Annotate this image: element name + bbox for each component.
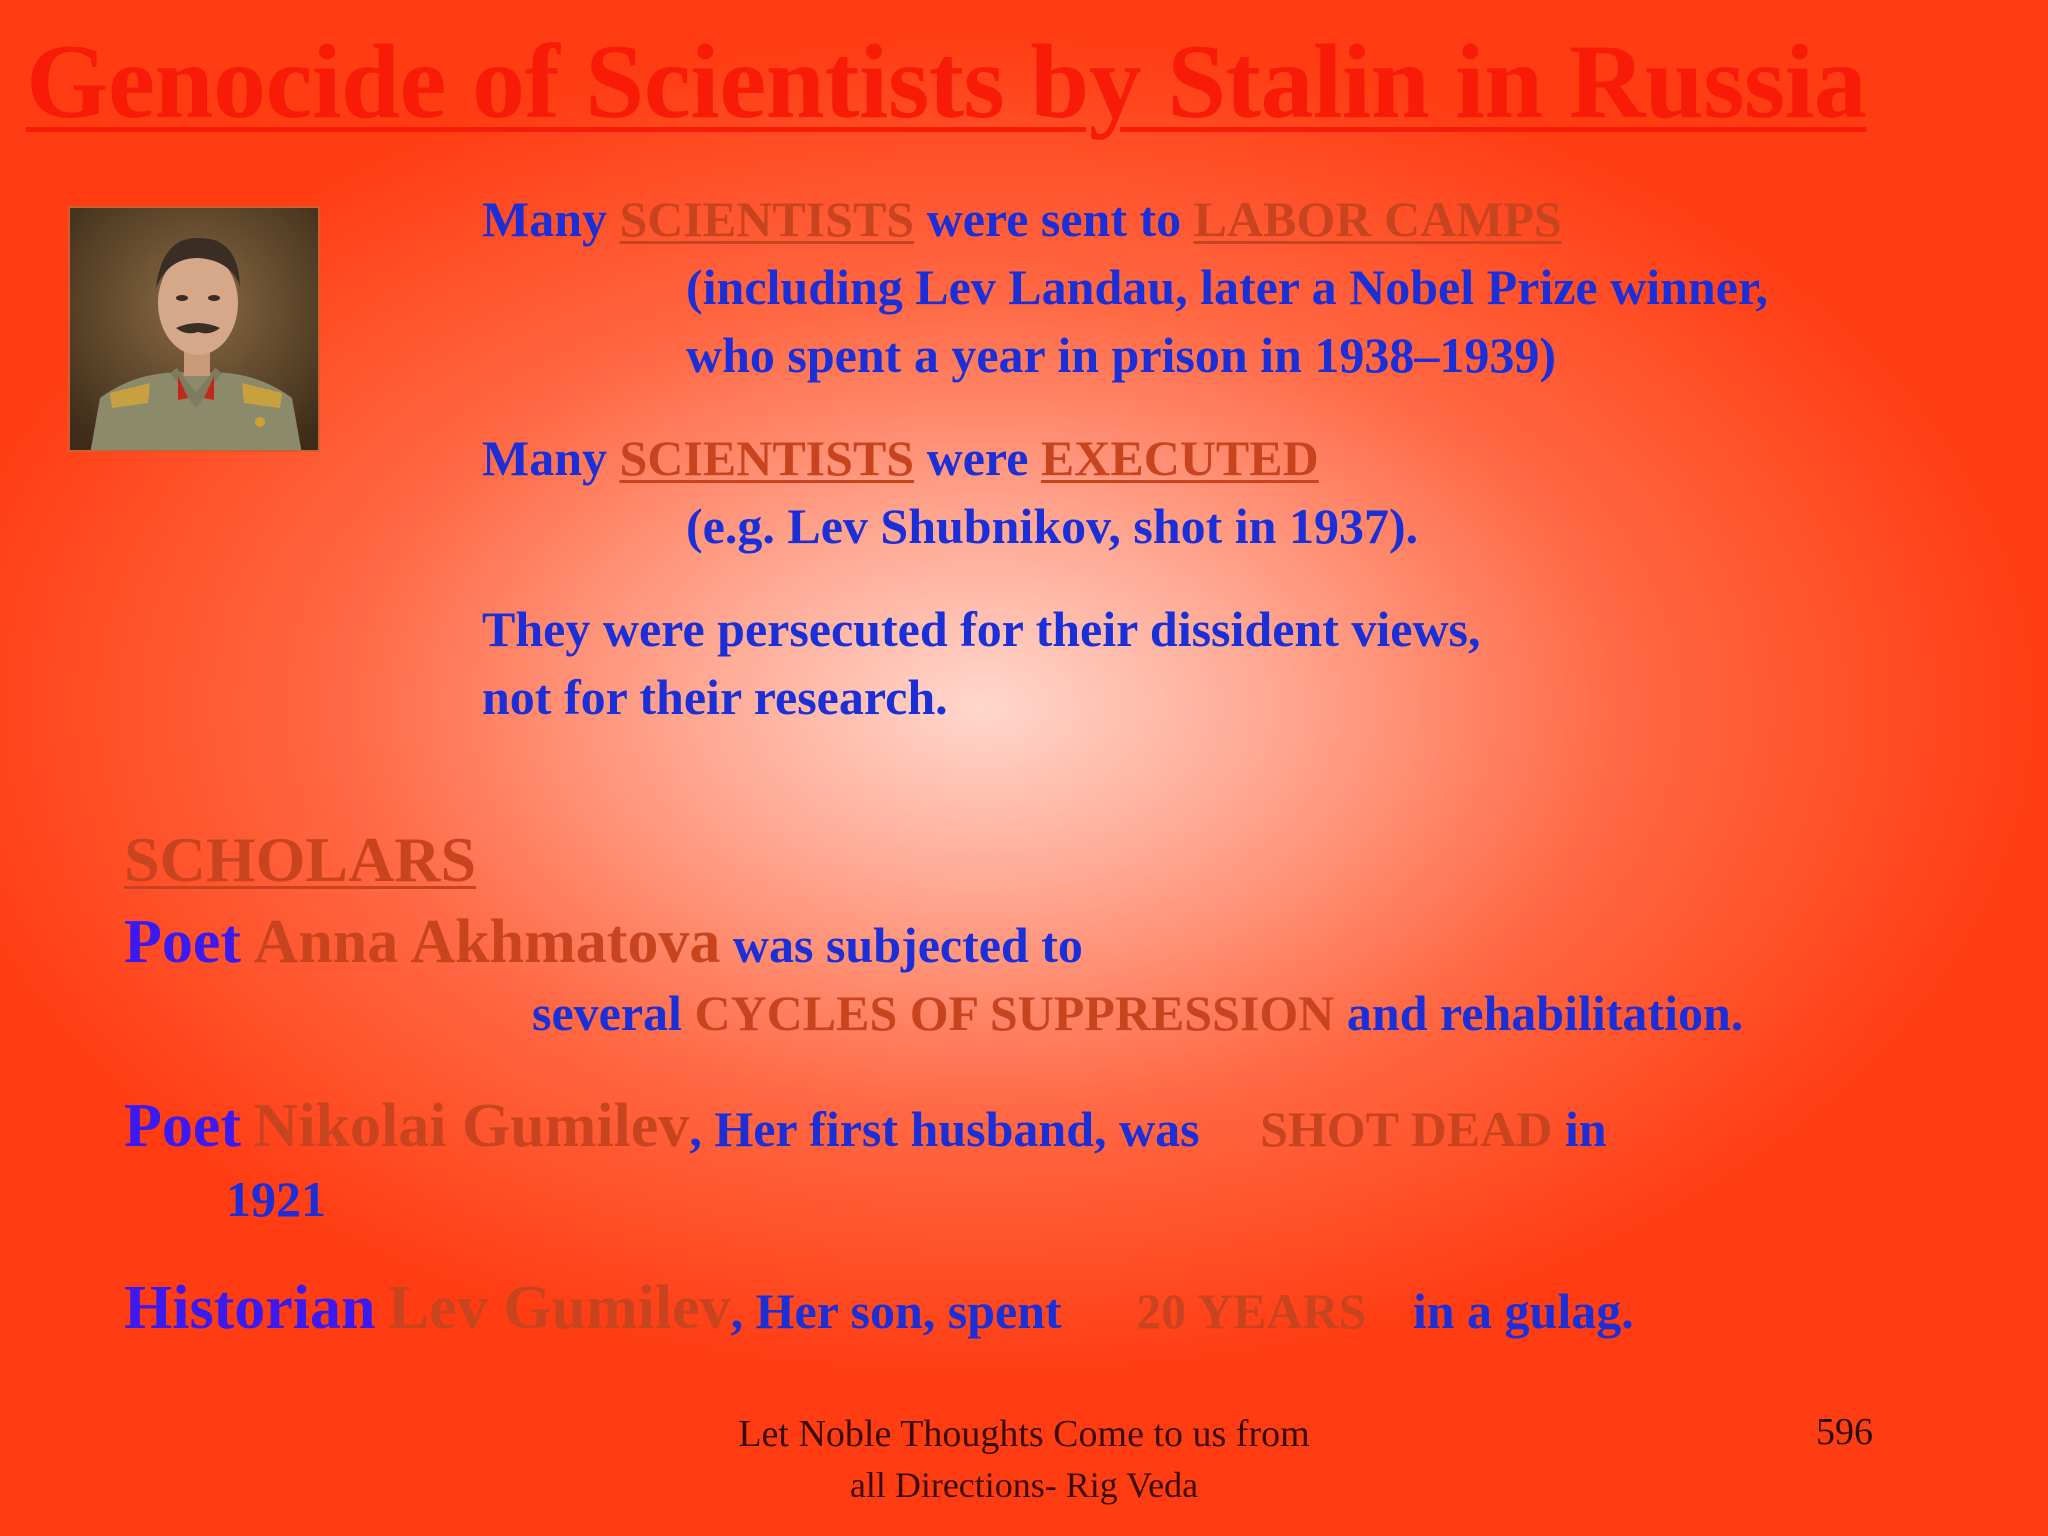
scientists-emphasis: SCIENTISTS bbox=[619, 430, 915, 486]
shot-dead-emphasis: SHOT DEAD bbox=[1260, 1101, 1553, 1157]
son-text: , Her son, spent bbox=[730, 1283, 1062, 1339]
footer-line-1: Let Noble Thoughts Come to us from bbox=[738, 1413, 1310, 1455]
scientists-emphasis: SCIENTISTS bbox=[619, 191, 915, 247]
role-poet: Poet bbox=[124, 1092, 242, 1160]
persecuted-line-2: not for their research. bbox=[482, 669, 948, 725]
cycles-emphasis: CYCLES OF SUPPRESSION bbox=[694, 985, 1335, 1041]
twenty-years-emphasis: 20 YEARS bbox=[1136, 1283, 1367, 1339]
many-word: Many bbox=[482, 191, 607, 247]
portrait-image bbox=[70, 208, 320, 452]
sent-to-text: were sent to bbox=[926, 191, 1182, 247]
persecuted-line-1: They were persecuted for their dissident views, bbox=[482, 601, 1481, 657]
in-text: in bbox=[1564, 1101, 1607, 1157]
footer-line-2: all Directions- Rig Veda bbox=[849, 1465, 1199, 1505]
landau-line-2: who spent a year in prison in 1938–1939) bbox=[686, 327, 1557, 383]
were-text: were bbox=[926, 430, 1029, 486]
labor-camps-line bbox=[482, 186, 1562, 252]
lev-gumilev-line bbox=[124, 1266, 1634, 1353]
year-1921: 1921 bbox=[226, 1171, 326, 1227]
slide-title: Genocide of Scientists by Stalin in Russia bbox=[26, 23, 1867, 140]
akhmatova-line-2 bbox=[532, 980, 1743, 1046]
rehabilitation-text: and rehabilitation. bbox=[1346, 985, 1744, 1041]
role-poet: Poet bbox=[124, 908, 242, 976]
husband-text: , Her first husband, was bbox=[689, 1101, 1200, 1157]
name-anna-akhmatova: Anna Akhmatova bbox=[253, 908, 721, 976]
name-nikolai-gumilev: Nikolai Gumilev bbox=[253, 1092, 690, 1160]
akhmatova-line bbox=[124, 900, 1083, 987]
scholars-heading: SCHOLARS bbox=[124, 824, 477, 895]
landau-line-1: (including Lev Landau, later a Nobel Prize winner, bbox=[686, 259, 1769, 315]
many-word: Many bbox=[482, 430, 607, 486]
shubnikov-line: (e.g. Lev Shubnikov, shot in 1937). bbox=[686, 498, 1419, 554]
role-historian: Historian bbox=[124, 1274, 376, 1342]
stalin-portrait bbox=[68, 206, 320, 452]
nikolai-gumilev-line bbox=[124, 1084, 1607, 1171]
executed-line bbox=[482, 425, 1319, 491]
akhmatova-text: was subjected to bbox=[732, 917, 1083, 973]
gulag-text: in a gulag. bbox=[1412, 1283, 1634, 1339]
several-text: several bbox=[532, 985, 682, 1041]
executed-emphasis: EXECUTED bbox=[1040, 430, 1319, 486]
page-number: 596 bbox=[1816, 1411, 1873, 1453]
name-lev-gumilev: Lev Gumilev bbox=[387, 1274, 731, 1342]
labor-camps-emphasis: LABOR CAMPS bbox=[1193, 191, 1562, 247]
